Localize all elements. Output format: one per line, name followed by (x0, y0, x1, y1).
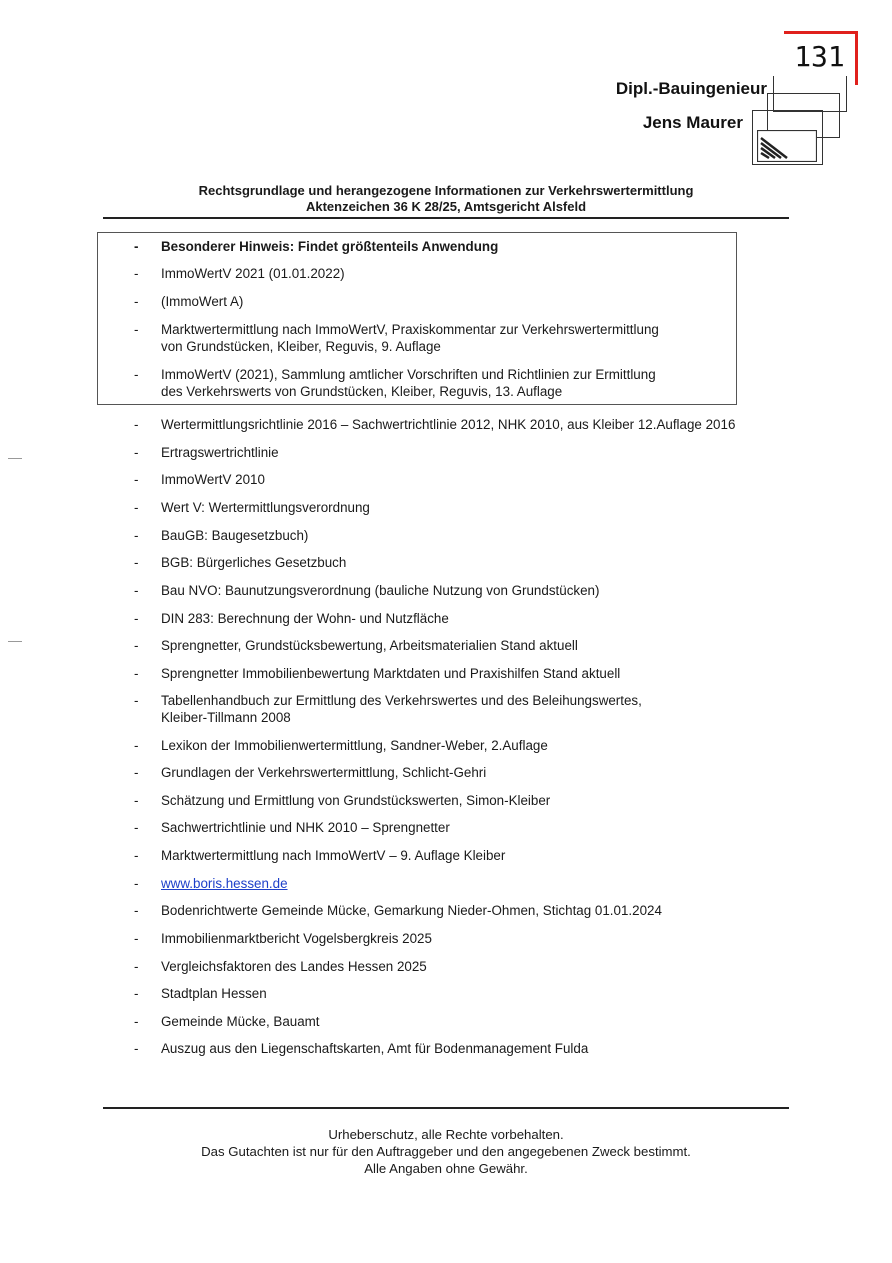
bullet-dash: - (134, 472, 139, 487)
bullet-dash: - (134, 239, 139, 254)
source-text: Sprengnetter Immobilienbewertung Marktdaten und Praxishilfen Stand aktuell (161, 666, 621, 681)
bullet-dash: - (134, 903, 139, 918)
bullet-dash: - (134, 931, 139, 946)
margin-mark (8, 641, 22, 642)
header-title: Rechtsgrundlage und herangezogene Informationen zur Verkehrswertermittlung (198, 183, 694, 198)
bullet-dash: - (134, 367, 139, 382)
bullet-dash: - (134, 583, 139, 598)
bullet-dash: - (134, 266, 139, 281)
footer-rule (103, 1107, 789, 1109)
bullet-dash: - (134, 555, 139, 570)
source-text: Bodenrichtwerte Gemeinde Mücke, Gemarkung Nieder-Ohmen, Stichtag 01.01.2024 (161, 903, 662, 918)
document-header (103, 183, 789, 215)
notice-heading: Besonderer Hinweis: Findet größtenteils Anwendung (161, 239, 499, 254)
source-text: Vergleichsfaktoren des Landes Hessen 2025 (161, 959, 427, 974)
source-text: Schätzung und Ermittlung von Grundstückswerten, Simon-Kleiber (161, 793, 551, 808)
footer-purpose: Das Gutachten ist nur für den Auftraggeber und den angegebenen Zweck bestimmt. (201, 1144, 691, 1159)
bullet-dash: - (134, 294, 139, 309)
notice-item-text: ImmoWertV (2021), Sammlung amtlicher Vorschriften und Richtlinien zur Ermittlung (161, 367, 656, 382)
bullet-dash: - (134, 638, 139, 653)
source-text: Gemeinde Mücke, Bauamt (161, 1014, 320, 1029)
notice-item-text: Marktwertermittlung nach ImmoWertV, Praxiskommentar zur Verkehrswertermittlung (161, 322, 659, 337)
bullet-dash: - (134, 848, 139, 863)
source-text: Auszug aus den Liegenschaftskarten, Amt für Bodenmanagement Fulda (161, 1041, 589, 1056)
source-text: Immobilienmarktbericht Vogelsbergkreis 2025 (161, 931, 432, 946)
company-name: Jens Maurer (642, 113, 743, 132)
header-rule (103, 217, 789, 219)
notice-item-text: von Grundstücken, Kleiber, Reguvis, 9. Auflage (161, 339, 441, 354)
bullet-dash: - (134, 876, 139, 891)
boris-hessen-link[interactable]: www.boris.hessen.de (161, 876, 288, 891)
source-text: BauGB: Baugesetzbuch) (161, 528, 309, 543)
source-text: DIN 283: Berechnung der Wohn- und Nutzfläche (161, 611, 449, 626)
bullet-dash: - (134, 1041, 139, 1056)
source-text: Marktwertermittlung nach ImmoWertV – 9. Auflage Kleiber (161, 848, 506, 863)
notice-item-text: des Verkehrswerts von Grundstücken, Kleiber, Reguvis, 13. Auflage (161, 384, 563, 399)
source-text: Kleiber-Tillmann 2008 (161, 710, 291, 725)
page-number: 131 (784, 31, 858, 77)
source-text: Sprengnetter, Grundstücksbewertung, Arbeitsmaterialien Stand aktuell (161, 638, 578, 653)
notice-item-text: ImmoWertV 2021 (01.01.2022) (161, 266, 345, 281)
bullet-dash: - (134, 528, 139, 543)
company-title: Dipl.-Bauingenieur (615, 79, 767, 98)
margin-mark (8, 458, 22, 459)
bullet-dash: - (134, 500, 139, 515)
bullet-dash: - (134, 417, 139, 432)
header-subtitle: Aktenzeichen 36 K 28/25, Amtsgericht Alsfeld (305, 199, 587, 214)
footer (103, 1126, 789, 1177)
source-text: Lexikon der Immobilienwertermittlung, Sandner-Weber, 2.Auflage (161, 738, 548, 753)
source-text: Bau NVO: Baunutzungsverordnung (bauliche Nutzung von Grundstücken) (161, 583, 600, 598)
source-text: Stadtplan Hessen (161, 986, 267, 1001)
bullet-dash: - (134, 666, 139, 681)
source-text: ImmoWertV 2010 (161, 472, 265, 487)
bullet-dash: - (134, 322, 139, 337)
source-text: Wert V: Wertermittlungsverordnung (161, 500, 370, 515)
footer-copyright: Urheberschutz, alle Rechte vorbehalten. (328, 1127, 564, 1142)
source-text: Ertragswertrichtlinie (161, 445, 279, 460)
source-text: BGB: Bürgerliches Gesetzbuch (161, 555, 347, 570)
bullet-dash: - (134, 1014, 139, 1029)
source-text: Wertermittlungsrichtlinie 2016 – Sachwertrichtlinie 2012, NHK 2010, aus Kleiber 12.Auflage 2016 (161, 417, 736, 432)
bullet-dash: - (134, 820, 139, 835)
bullet-dash: - (134, 765, 139, 780)
source-text: Sachwertrichtlinie und NHK 2010 – Sprengnetter (161, 820, 450, 835)
notice-item-text: (ImmoWert A) (161, 294, 244, 309)
logo-hatch-icon (757, 130, 817, 162)
bullet-dash: - (134, 693, 139, 708)
bullet-dash: - (134, 611, 139, 626)
bullet-dash: - (134, 445, 139, 460)
footer-disclaimer: Alle Angaben ohne Gewähr. (364, 1161, 528, 1176)
source-text: Tabellenhandbuch zur Ermittlung des Verkehrswertes und des Beleihungswertes, (161, 693, 642, 708)
source-text: Grundlagen der Verkehrswertermittlung, Schlicht-Gehri (161, 765, 487, 780)
bullet-dash: - (134, 738, 139, 753)
bullet-dash: - (134, 986, 139, 1001)
bullet-dash: - (134, 959, 139, 974)
bullet-dash: - (134, 793, 139, 808)
